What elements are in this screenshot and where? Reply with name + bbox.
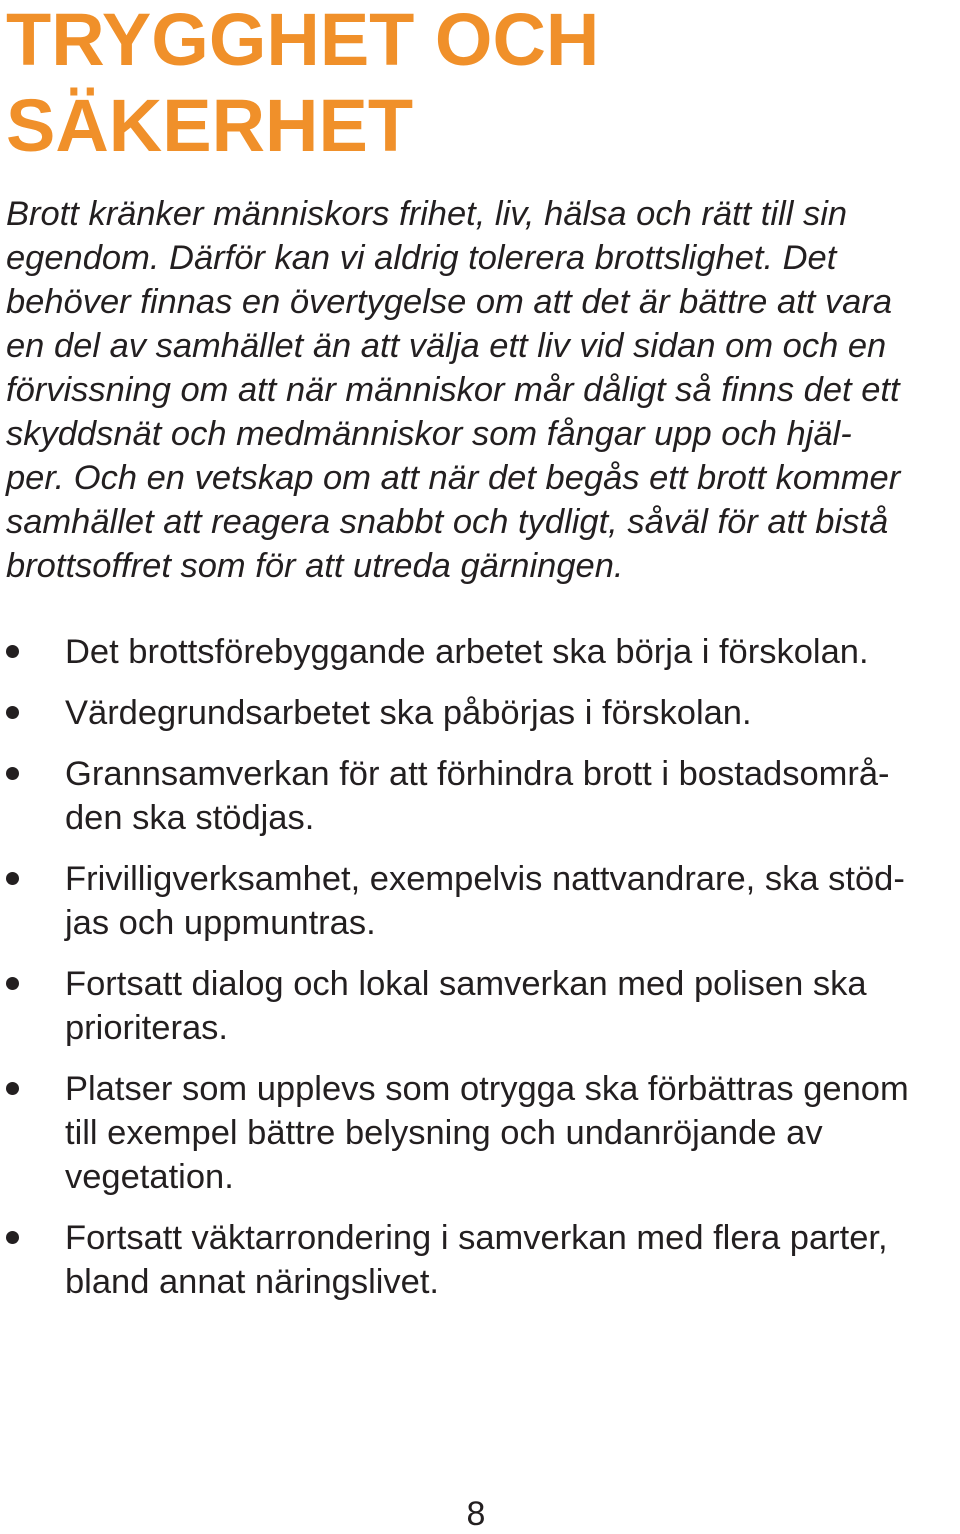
intro-line: skyddsnät och medmänniskor som fångar upp och hjäl- xyxy=(6,415,852,453)
list-item xyxy=(0,1216,960,1304)
page-number: 8 xyxy=(466,1495,486,1533)
intro-line: per. Och en vetskap om att när det begås ett brott kommer xyxy=(6,459,901,497)
intro-line: egendom. Därför kan vi aldrig tolerera brottslighet. Det xyxy=(6,239,837,277)
page-title-line-1: TRYGGHET OCH xyxy=(6,0,600,81)
list-item xyxy=(0,691,960,735)
list-item-line: prioriteras. xyxy=(65,1009,228,1047)
bullet-list xyxy=(0,630,960,1321)
bullet-icon xyxy=(6,977,19,990)
bullet-icon xyxy=(6,706,19,719)
list-item-line: Platser som upplevs som otrygga ska förbättras genom xyxy=(65,1070,909,1108)
intro-line: samhället att reagera snabbt och tydligt, såväl för att bistå xyxy=(6,503,889,541)
intro-line: förvissning om att när människor mår dåligt så finns det ett xyxy=(6,371,900,409)
list-item-line: Värdegrundsarbetet ska påbörjas i förskolan. xyxy=(65,694,752,732)
list-item-line: bland annat näringslivet. xyxy=(65,1263,440,1301)
list-item-line: Frivilligverksamhet, exempelvis nattvandrare, ska stöd- xyxy=(65,860,905,898)
list-item-line: till exempel bättre belysning och undanröjande av xyxy=(65,1114,823,1152)
list-item-line: Grannsamverkan för att förhindra brott i bostadsområ- xyxy=(65,755,890,793)
list-item xyxy=(0,962,960,1050)
bullet-icon xyxy=(6,872,19,885)
bullet-icon xyxy=(6,767,19,780)
intro-line: brottsoffret som för att utreda gärningen. xyxy=(6,547,624,585)
list-item-line: Fortsatt dialog och lokal samverkan med polisen ska xyxy=(65,965,867,1003)
list-item xyxy=(0,752,960,840)
bullet-icon xyxy=(6,1082,19,1095)
page-title-line-2: SÄKERHET xyxy=(6,84,414,167)
list-item xyxy=(0,630,960,674)
intro-line: en del av samhället än att välja ett liv vid sidan om och en xyxy=(6,327,887,365)
list-item-line: den ska stödjas. xyxy=(65,799,315,837)
list-item-line: Fortsatt väktarrondering i samverkan med flera parter, xyxy=(65,1219,888,1257)
list-item-line: jas och uppmuntras. xyxy=(65,904,376,942)
list-item-line: Det brottsförebyggande arbetet ska börja i förskolan. xyxy=(65,633,869,671)
bullet-icon xyxy=(6,1231,19,1244)
intro-line: Brott kränker människors frihet, liv, hälsa och rätt till sin xyxy=(6,195,848,233)
list-item-line: vegetation. xyxy=(65,1158,234,1196)
bullet-icon xyxy=(6,645,19,658)
page-title xyxy=(6,0,599,169)
intro-paragraph xyxy=(6,192,956,588)
list-item xyxy=(0,857,960,945)
list-item xyxy=(0,1067,960,1199)
intro-line: behöver finnas en övertygelse om att det är bättre att vara xyxy=(6,283,892,321)
